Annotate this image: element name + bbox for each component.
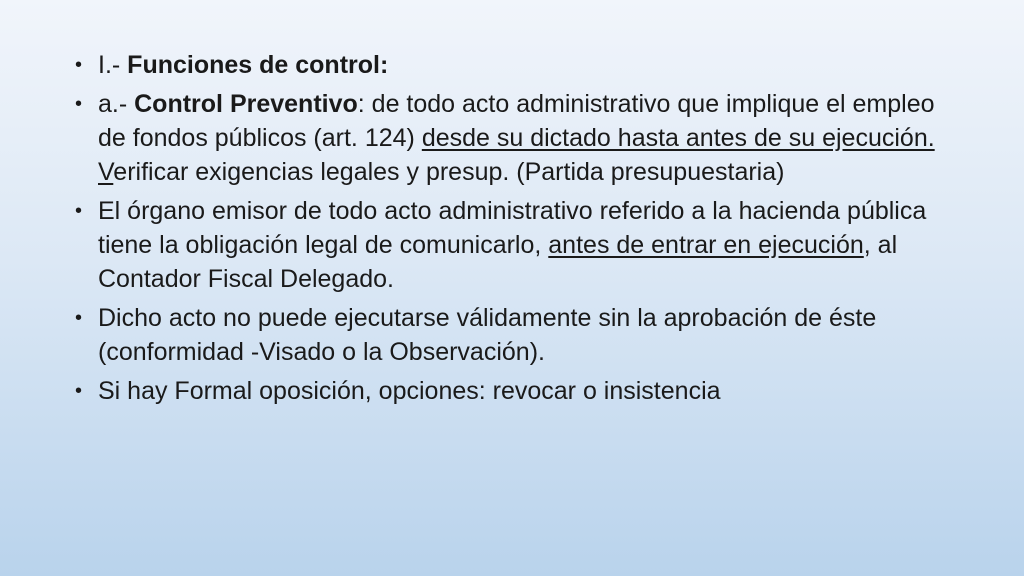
bullet-item-formal-oposicion [75, 374, 955, 408]
bullet-marker: • [75, 200, 83, 222]
bullet-marker: • [75, 380, 83, 402]
bullet-text-prefix: a.- [98, 90, 135, 118]
bullet-item-funciones [75, 48, 955, 82]
bullet-text-underlined: desde su dictado hasta antes de su ejecución. V [98, 124, 935, 186]
bullet-item-control-preventivo [75, 87, 955, 189]
bullet-text-prefix: I.- [98, 51, 128, 79]
bullet-item-organo-emisor [75, 194, 955, 296]
bullet-marker: • [75, 54, 83, 76]
bullet-text-body: Si hay Formal oposición, opciones: revocar o insistencia [98, 377, 721, 405]
bullet-text-body-end: erificar exigencias legales y presup. (Partida presupuestaria) [113, 158, 785, 186]
bullet-text-body: Dicho acto no puede ejecutarse válidamente sin la aprobación de éste (conformidad -Visado o la Observación). [98, 304, 877, 366]
bullet-list [75, 48, 955, 413]
bullet-text-body: : de todo acto administrativo que implique el empleo de fondos públicos (art. 124) [98, 90, 935, 152]
bullet-text-body: El órgano emisor de todo acto administrativo referido a la hacienda pública tiene la obligación legal de comunicarlo, [98, 197, 927, 259]
bullet-marker: • [75, 307, 83, 329]
bullet-marker: • [75, 93, 83, 115]
bullet-text-bold-term: Control Preventivo [134, 90, 358, 118]
bullet-text-heading: Funciones de control: [127, 51, 389, 79]
bullet-text-underlined: antes de entrar en ejecución [548, 231, 864, 259]
bullet-text-body-end: , al Contador Fiscal Delegado. [98, 231, 898, 293]
bullet-item-dicho-acto [75, 301, 955, 369]
